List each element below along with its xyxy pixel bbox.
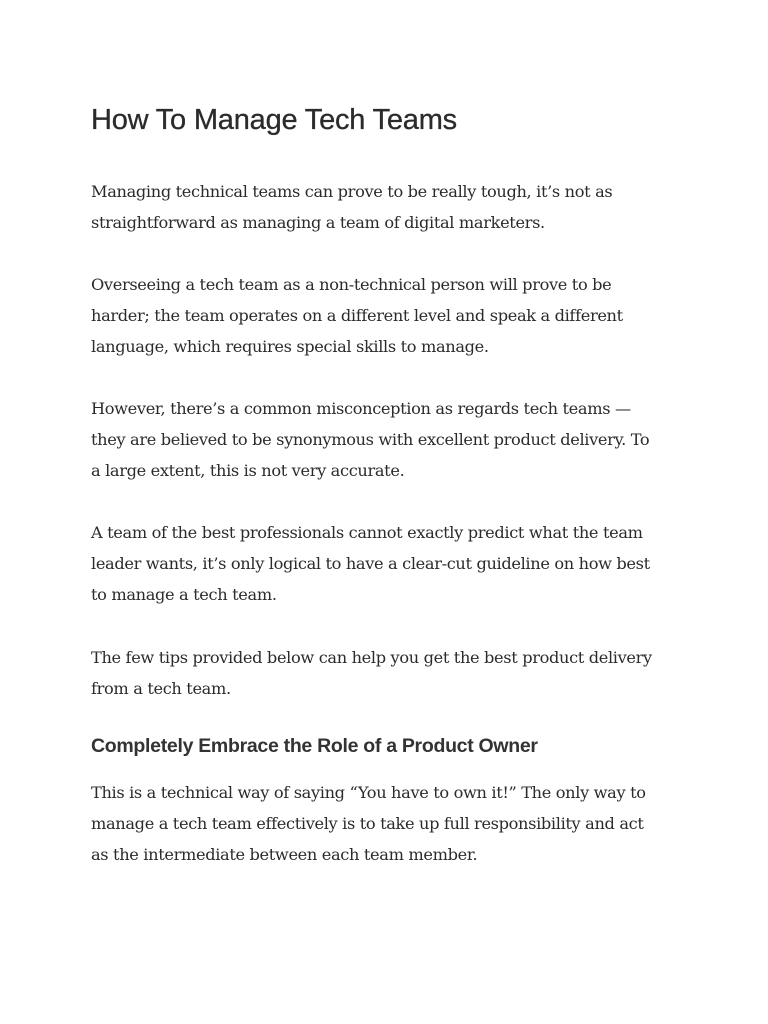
paragraph-line: The few tips provided below can help you get the best product delivery xyxy=(91,648,652,667)
paragraph-line: manage a tech team effectively is to take up full responsibility and act xyxy=(91,814,644,833)
paragraph-line: to manage a tech team. xyxy=(91,585,277,604)
paragraph-line: as the intermediate between each team member. xyxy=(91,845,478,864)
paragraph-line: However, there’s a common misconception as regards tech teams — xyxy=(91,399,631,418)
paragraph-guideline xyxy=(91,517,691,610)
paragraph-non-technical xyxy=(91,269,691,362)
paragraph-line: harder; the team operates on a different level and speak a different xyxy=(91,306,623,325)
paragraph-line: Managing technical teams can prove to be really tough, it’s not as xyxy=(91,182,613,201)
paragraph-line: Overseeing a tech team as a non-technical person will prove to be xyxy=(91,275,612,294)
paragraph-line: straightforward as managing a team of digital marketers. xyxy=(91,213,545,232)
paragraph-product-owner xyxy=(91,777,691,870)
paragraph-line: leader wants, it’s only logical to have a clear-cut guideline on how best xyxy=(91,554,650,573)
paragraph-line: language, which requires special skills to manage. xyxy=(91,337,489,356)
paragraph-intro xyxy=(91,176,691,238)
paragraph-line: A team of the best professionals cannot exactly predict what the team xyxy=(91,523,643,542)
paragraph-misconception xyxy=(91,393,691,486)
paragraph-tips xyxy=(91,642,691,704)
paragraph-line: they are believed to be synonymous with excellent product delivery. To xyxy=(91,430,650,449)
article-title: How To Manage Tech Teams xyxy=(91,104,457,136)
paragraph-line: from a tech team. xyxy=(91,679,231,698)
section-heading: Completely Embrace the Role of a Product Owner xyxy=(91,735,538,757)
paragraph-line: a large extent, this is not very accurate. xyxy=(91,461,405,480)
paragraph-line: This is a technical way of saying “You have to own it!” The only way to xyxy=(91,783,646,802)
